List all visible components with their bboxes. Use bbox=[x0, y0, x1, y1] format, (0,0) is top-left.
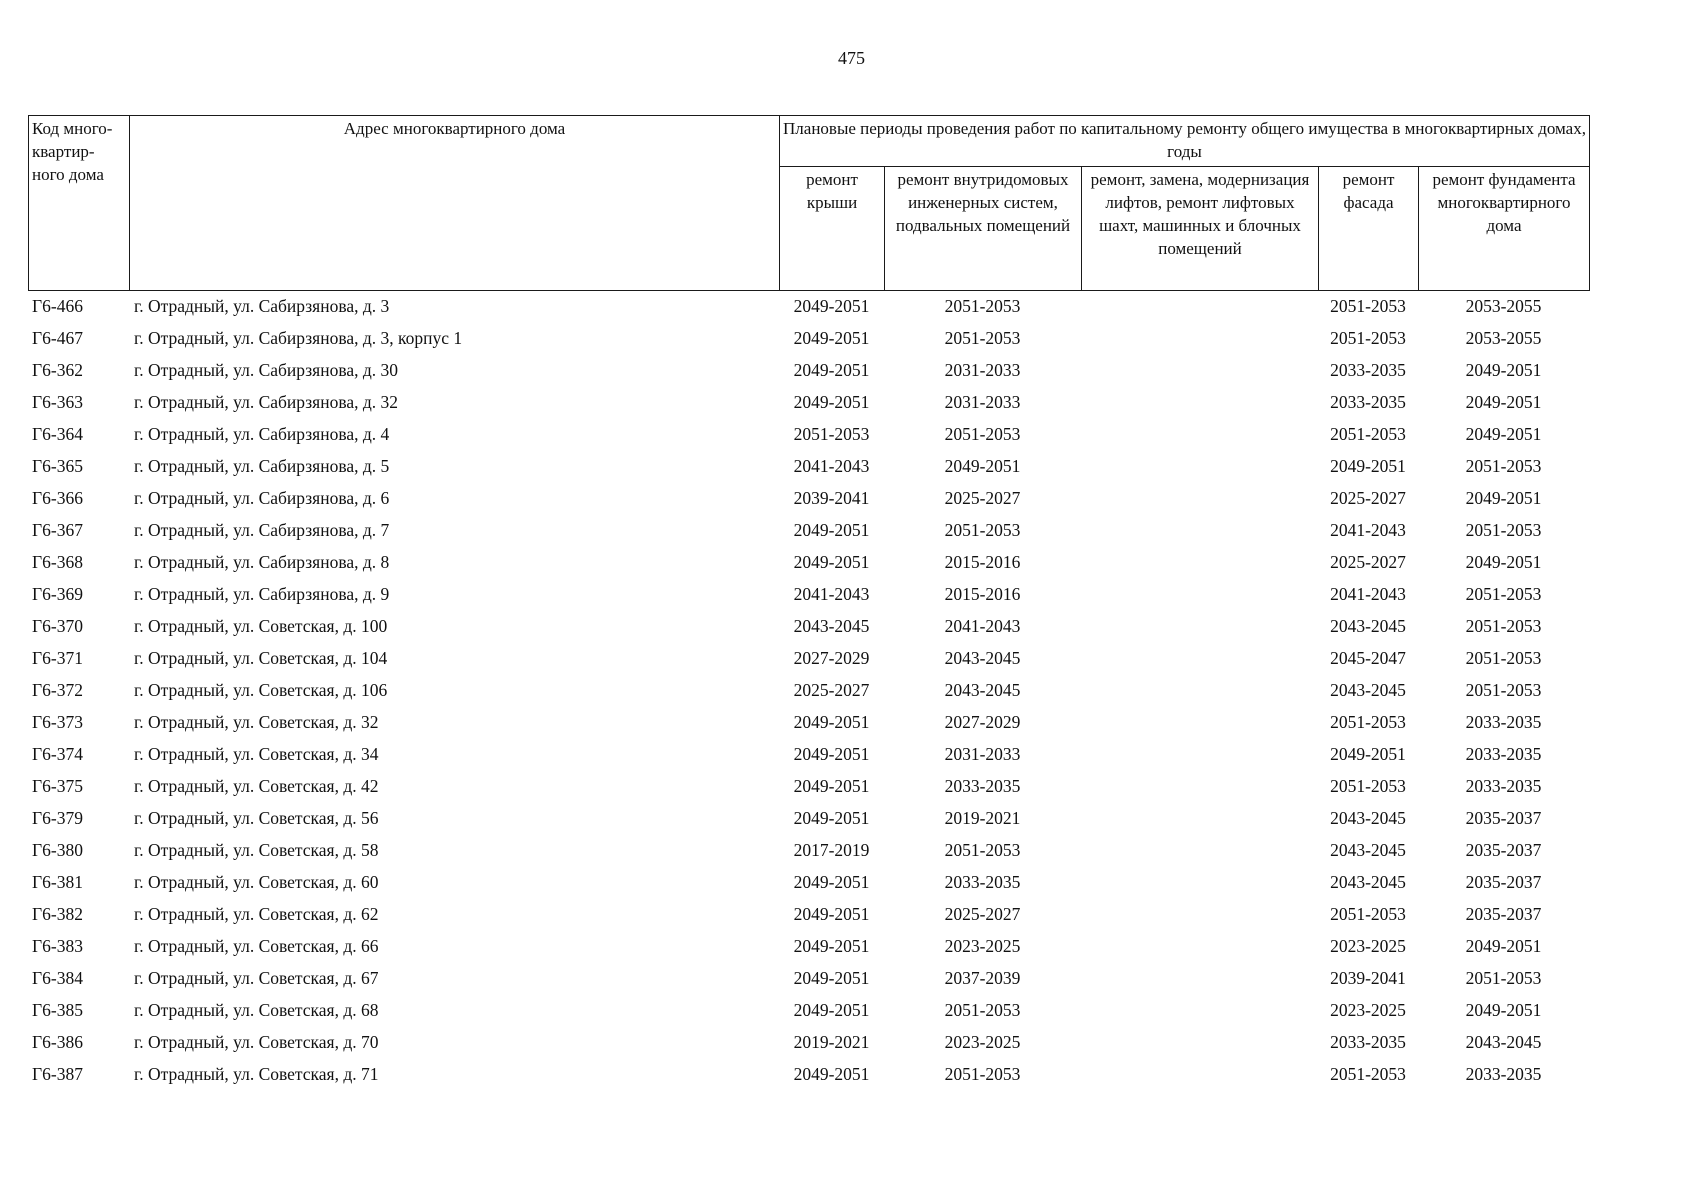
foundation-period: 2053-2055 bbox=[1465, 327, 1542, 348]
roof-period: 2049-2051 bbox=[793, 871, 870, 892]
systems-period: 2051-2053 bbox=[944, 519, 1021, 540]
house-code: Г6-374 bbox=[32, 743, 83, 764]
roof-period: 2049-2051 bbox=[793, 999, 870, 1020]
house-code: Г6-383 bbox=[32, 935, 83, 956]
lifts-period bbox=[1081, 770, 1318, 802]
lifts-period bbox=[1081, 930, 1318, 962]
roof-period: 2039-2041 bbox=[793, 487, 870, 508]
systems-period: 2037-2039 bbox=[944, 967, 1021, 988]
table-row bbox=[28, 482, 1589, 514]
systems-period: 2051-2053 bbox=[944, 1063, 1021, 1084]
house-address: г. Отрадный, ул. Советская, д. 58 bbox=[134, 839, 379, 860]
systems-period: 2027-2029 bbox=[944, 711, 1021, 732]
foundation-period: 2043-2045 bbox=[1465, 1031, 1542, 1052]
house-address: г. Отрадный, ул. Советская, д. 70 bbox=[134, 1031, 379, 1052]
table-row bbox=[28, 1026, 1589, 1058]
roof-period: 2049-2051 bbox=[793, 967, 870, 988]
house-address: г. Отрадный, ул. Сабирзянова, д. 3 bbox=[134, 295, 390, 316]
house-address: г. Отрадный, ул. Сабирзянова, д. 6 bbox=[134, 487, 390, 508]
table-row bbox=[28, 386, 1589, 418]
house-code: Г6-372 bbox=[32, 679, 83, 700]
header-lifts: ремонт, замена, модернизация лифтов, ремонт лифтовых шахт, машинных и блочных помещений bbox=[1082, 167, 1319, 291]
systems-period: 2025-2027 bbox=[944, 487, 1021, 508]
systems-period: 2031-2033 bbox=[944, 391, 1021, 412]
table-row bbox=[28, 962, 1589, 994]
lifts-period bbox=[1081, 514, 1318, 546]
lifts-period bbox=[1081, 962, 1318, 994]
facade-period: 2039-2041 bbox=[1330, 967, 1406, 988]
house-address: г. Отрадный, ул. Советская, д. 34 bbox=[134, 743, 379, 764]
foundation-period: 2051-2053 bbox=[1465, 679, 1542, 700]
facade-period: 2025-2027 bbox=[1330, 551, 1406, 572]
roof-period: 2049-2051 bbox=[793, 359, 870, 380]
roof-period: 2049-2051 bbox=[793, 711, 870, 732]
house-address: г. Отрадный, ул. Сабирзянова, д. 9 bbox=[134, 583, 390, 604]
lifts-period bbox=[1081, 482, 1318, 514]
systems-period: 2023-2025 bbox=[944, 935, 1021, 956]
facade-period: 2025-2027 bbox=[1330, 487, 1406, 508]
table-row bbox=[28, 514, 1589, 546]
lifts-period bbox=[1081, 610, 1318, 642]
roof-period: 2041-2043 bbox=[793, 583, 870, 604]
roof-period: 2049-2051 bbox=[793, 903, 870, 924]
house-address: г. Отрадный, ул. Сабирзянова, д. 7 bbox=[134, 519, 390, 540]
lifts-period bbox=[1081, 994, 1318, 1026]
house-code: Г6-467 bbox=[32, 327, 83, 348]
facade-period: 2051-2053 bbox=[1330, 1063, 1406, 1084]
systems-period: 2031-2033 bbox=[944, 359, 1021, 380]
systems-period: 2043-2045 bbox=[944, 647, 1021, 668]
table-row bbox=[28, 1058, 1589, 1090]
foundation-period: 2049-2051 bbox=[1465, 423, 1542, 444]
foundation-period: 2049-2051 bbox=[1465, 487, 1542, 508]
facade-period: 2051-2053 bbox=[1330, 327, 1406, 348]
header-roof: ремонт крыши bbox=[780, 167, 885, 291]
header-address: Адрес многоквартирного дома bbox=[130, 116, 780, 291]
facade-period: 2049-2051 bbox=[1330, 455, 1406, 476]
house-code: Г6-362 bbox=[32, 359, 83, 380]
facade-period: 2051-2053 bbox=[1330, 711, 1406, 732]
house-address: г. Отрадный, ул. Сабирзянова, д. 4 bbox=[134, 423, 390, 444]
house-address: г. Отрадный, ул. Советская, д. 71 bbox=[134, 1063, 379, 1084]
roof-period: 2019-2021 bbox=[793, 1031, 870, 1052]
systems-period: 2043-2045 bbox=[944, 679, 1021, 700]
table-row bbox=[28, 898, 1589, 930]
lifts-period bbox=[1081, 738, 1318, 770]
house-code: Г6-381 bbox=[32, 871, 83, 892]
roof-period: 2051-2053 bbox=[793, 423, 870, 444]
systems-period: 2051-2053 bbox=[944, 327, 1021, 348]
lifts-period bbox=[1081, 898, 1318, 930]
lifts-period bbox=[1081, 642, 1318, 674]
foundation-period: 2049-2051 bbox=[1465, 551, 1542, 572]
facade-period: 2033-2035 bbox=[1330, 1031, 1406, 1052]
lifts-period bbox=[1081, 802, 1318, 834]
house-code: Г6-370 bbox=[32, 615, 83, 636]
house-address: г. Отрадный, ул. Советская, д. 56 bbox=[134, 807, 379, 828]
facade-period: 2051-2053 bbox=[1330, 903, 1406, 924]
foundation-period: 2049-2051 bbox=[1465, 935, 1542, 956]
house-code: Г6-373 bbox=[32, 711, 83, 732]
table-row bbox=[28, 674, 1589, 706]
systems-period: 2049-2051 bbox=[944, 455, 1021, 476]
systems-period: 2025-2027 bbox=[944, 903, 1021, 924]
house-address: г. Отрадный, ул. Советская, д. 67 bbox=[134, 967, 379, 988]
foundation-period: 2051-2053 bbox=[1465, 583, 1542, 604]
lifts-period bbox=[1081, 674, 1318, 706]
table-row bbox=[28, 802, 1589, 834]
house-code: Г6-364 bbox=[32, 423, 83, 444]
lifts-period bbox=[1081, 578, 1318, 610]
foundation-period: 2035-2037 bbox=[1465, 807, 1542, 828]
roof-period: 2017-2019 bbox=[793, 839, 870, 860]
house-address: г. Отрадный, ул. Советская, д. 60 bbox=[134, 871, 379, 892]
systems-period: 2015-2016 bbox=[944, 551, 1021, 572]
house-code: Г6-385 bbox=[32, 999, 83, 1020]
table-row bbox=[28, 738, 1589, 770]
house-code: Г6-365 bbox=[32, 455, 83, 476]
facade-period: 2045-2047 bbox=[1330, 647, 1406, 668]
house-code: Г6-368 bbox=[32, 551, 83, 572]
systems-period: 2015-2016 bbox=[944, 583, 1021, 604]
table-row bbox=[28, 578, 1589, 610]
facade-period: 2051-2053 bbox=[1330, 295, 1406, 316]
foundation-period: 2053-2055 bbox=[1465, 295, 1542, 316]
house-code: Г6-367 bbox=[32, 519, 83, 540]
table-row bbox=[28, 322, 1589, 354]
table-row bbox=[28, 642, 1589, 674]
facade-period: 2043-2045 bbox=[1330, 871, 1406, 892]
facade-period: 2043-2045 bbox=[1330, 679, 1406, 700]
repair-schedule-table bbox=[28, 290, 1589, 1090]
house-address: г. Отрадный, ул. Сабирзянова, д. 3, корпус 1 bbox=[134, 327, 463, 348]
lifts-period bbox=[1081, 322, 1318, 354]
foundation-period: 2051-2053 bbox=[1465, 519, 1542, 540]
systems-period: 2019-2021 bbox=[944, 807, 1021, 828]
lifts-period bbox=[1081, 546, 1318, 578]
systems-period: 2051-2053 bbox=[944, 839, 1021, 860]
facade-period: 2033-2035 bbox=[1330, 391, 1406, 412]
roof-period: 2049-2051 bbox=[793, 391, 870, 412]
table-row bbox=[28, 834, 1589, 866]
lifts-period bbox=[1081, 450, 1318, 482]
header-foundation: ремонт фундамента многоквартирного дома bbox=[1419, 167, 1590, 291]
house-address: г. Отрадный, ул. Советская, д. 68 bbox=[134, 999, 379, 1020]
foundation-period: 2035-2037 bbox=[1465, 871, 1542, 892]
roof-period: 2049-2051 bbox=[793, 807, 870, 828]
foundation-period: 2051-2053 bbox=[1465, 455, 1542, 476]
lifts-period bbox=[1081, 386, 1318, 418]
table-header bbox=[28, 115, 1590, 291]
house-code: Г6-371 bbox=[32, 647, 83, 668]
roof-period: 2049-2051 bbox=[793, 935, 870, 956]
header-systems: ремонт внутридомовых инженерных систем, подвальных помещений bbox=[885, 167, 1082, 291]
table-row bbox=[28, 994, 1589, 1026]
house-code: Г6-380 bbox=[32, 839, 83, 860]
systems-period: 2051-2053 bbox=[944, 999, 1021, 1020]
foundation-period: 2033-2035 bbox=[1465, 743, 1542, 764]
house-code: Г6-384 bbox=[32, 967, 83, 988]
lifts-period bbox=[1081, 290, 1318, 322]
house-code: Г6-387 bbox=[32, 1063, 83, 1084]
house-code: Г6-379 bbox=[32, 807, 83, 828]
foundation-period: 2051-2053 bbox=[1465, 967, 1542, 988]
facade-period: 2033-2035 bbox=[1330, 359, 1406, 380]
header-facade: ремонт фасада bbox=[1319, 167, 1419, 291]
header-periods: Плановые периоды проведения работ по капитальному ремонту общего имущества в многоквартирных домах, годы bbox=[780, 116, 1590, 167]
house-address: г. Отрадный, ул. Сабирзянова, д. 30 bbox=[134, 359, 399, 380]
facade-period: 2041-2043 bbox=[1330, 519, 1406, 540]
foundation-period: 2051-2053 bbox=[1465, 647, 1542, 668]
house-address: г. Отрадный, ул. Советская, д. 104 bbox=[134, 647, 388, 668]
table-row bbox=[28, 610, 1589, 642]
house-code: Г6-382 bbox=[32, 903, 83, 924]
house-address: г. Отрадный, ул. Сабирзянова, д. 5 bbox=[134, 455, 390, 476]
house-code: Г6-466 bbox=[32, 295, 83, 316]
systems-period: 2031-2033 bbox=[944, 743, 1021, 764]
table-row bbox=[28, 290, 1589, 322]
foundation-period: 2033-2035 bbox=[1465, 711, 1542, 732]
foundation-period: 2049-2051 bbox=[1465, 391, 1542, 412]
systems-period: 2051-2053 bbox=[944, 295, 1021, 316]
roof-period: 2027-2029 bbox=[793, 647, 870, 668]
foundation-period: 2035-2037 bbox=[1465, 903, 1542, 924]
lifts-period bbox=[1081, 354, 1318, 386]
table-row bbox=[28, 930, 1589, 962]
facade-period: 2051-2053 bbox=[1330, 423, 1406, 444]
lifts-period bbox=[1081, 418, 1318, 450]
table-row bbox=[28, 450, 1589, 482]
foundation-period: 2033-2035 bbox=[1465, 775, 1542, 796]
systems-period: 2051-2053 bbox=[944, 423, 1021, 444]
table-row bbox=[28, 354, 1589, 386]
house-address: г. Отрадный, ул. Сабирзянова, д. 32 bbox=[134, 391, 399, 412]
roof-period: 2049-2051 bbox=[793, 295, 870, 316]
systems-period: 2041-2043 bbox=[944, 615, 1021, 636]
facade-period: 2049-2051 bbox=[1330, 743, 1406, 764]
foundation-period: 2051-2053 bbox=[1465, 615, 1542, 636]
facade-period: 2041-2043 bbox=[1330, 583, 1406, 604]
facade-period: 2043-2045 bbox=[1330, 839, 1406, 860]
lifts-period bbox=[1081, 1058, 1318, 1090]
systems-period: 2033-2035 bbox=[944, 775, 1021, 796]
house-code: Г6-386 bbox=[32, 1031, 83, 1052]
roof-period: 2049-2051 bbox=[793, 327, 870, 348]
systems-period: 2033-2035 bbox=[944, 871, 1021, 892]
house-code: Г6-366 bbox=[32, 487, 83, 508]
house-address: г. Отрадный, ул. Советская, д. 66 bbox=[134, 935, 379, 956]
facade-period: 2023-2025 bbox=[1330, 935, 1406, 956]
facade-period: 2051-2053 bbox=[1330, 775, 1406, 796]
facade-period: 2043-2045 bbox=[1330, 615, 1406, 636]
house-address: г. Отрадный, ул. Сабирзянова, д. 8 bbox=[134, 551, 390, 572]
house-address: г. Отрадный, ул. Советская, д. 32 bbox=[134, 711, 379, 732]
table-row bbox=[28, 706, 1589, 738]
lifts-period bbox=[1081, 706, 1318, 738]
header-code: Код много-квартир-ного дома bbox=[29, 116, 130, 291]
lifts-period bbox=[1081, 866, 1318, 898]
house-address: г. Отрадный, ул. Советская, д. 42 bbox=[134, 775, 379, 796]
foundation-period: 2049-2051 bbox=[1465, 359, 1542, 380]
foundation-period: 2049-2051 bbox=[1465, 999, 1542, 1020]
lifts-period bbox=[1081, 834, 1318, 866]
roof-period: 2049-2051 bbox=[793, 1063, 870, 1084]
systems-period: 2023-2025 bbox=[944, 1031, 1021, 1052]
house-code: Г6-369 bbox=[32, 583, 83, 604]
page-number: 475 bbox=[838, 48, 865, 68]
house-address: г. Отрадный, ул. Советская, д. 100 bbox=[134, 615, 388, 636]
facade-period: 2023-2025 bbox=[1330, 999, 1406, 1020]
facade-period: 2043-2045 bbox=[1330, 807, 1406, 828]
house-address: г. Отрадный, ул. Советская, д. 106 bbox=[134, 679, 388, 700]
foundation-period: 2035-2037 bbox=[1465, 839, 1542, 860]
house-code: Г6-375 bbox=[32, 775, 83, 796]
house-code: Г6-363 bbox=[32, 391, 83, 412]
table-row bbox=[28, 866, 1589, 898]
roof-period: 2041-2043 bbox=[793, 455, 870, 476]
house-address: г. Отрадный, ул. Советская, д. 62 bbox=[134, 903, 379, 924]
table-row bbox=[28, 546, 1589, 578]
foundation-period: 2033-2035 bbox=[1465, 1063, 1542, 1084]
roof-period: 2049-2051 bbox=[793, 775, 870, 796]
roof-period: 2049-2051 bbox=[793, 743, 870, 764]
roof-period: 2043-2045 bbox=[793, 615, 870, 636]
roof-period: 2049-2051 bbox=[793, 551, 870, 572]
table-row bbox=[28, 770, 1589, 802]
roof-period: 2049-2051 bbox=[793, 519, 870, 540]
table-row bbox=[28, 418, 1589, 450]
lifts-period bbox=[1081, 1026, 1318, 1058]
roof-period: 2025-2027 bbox=[793, 679, 870, 700]
